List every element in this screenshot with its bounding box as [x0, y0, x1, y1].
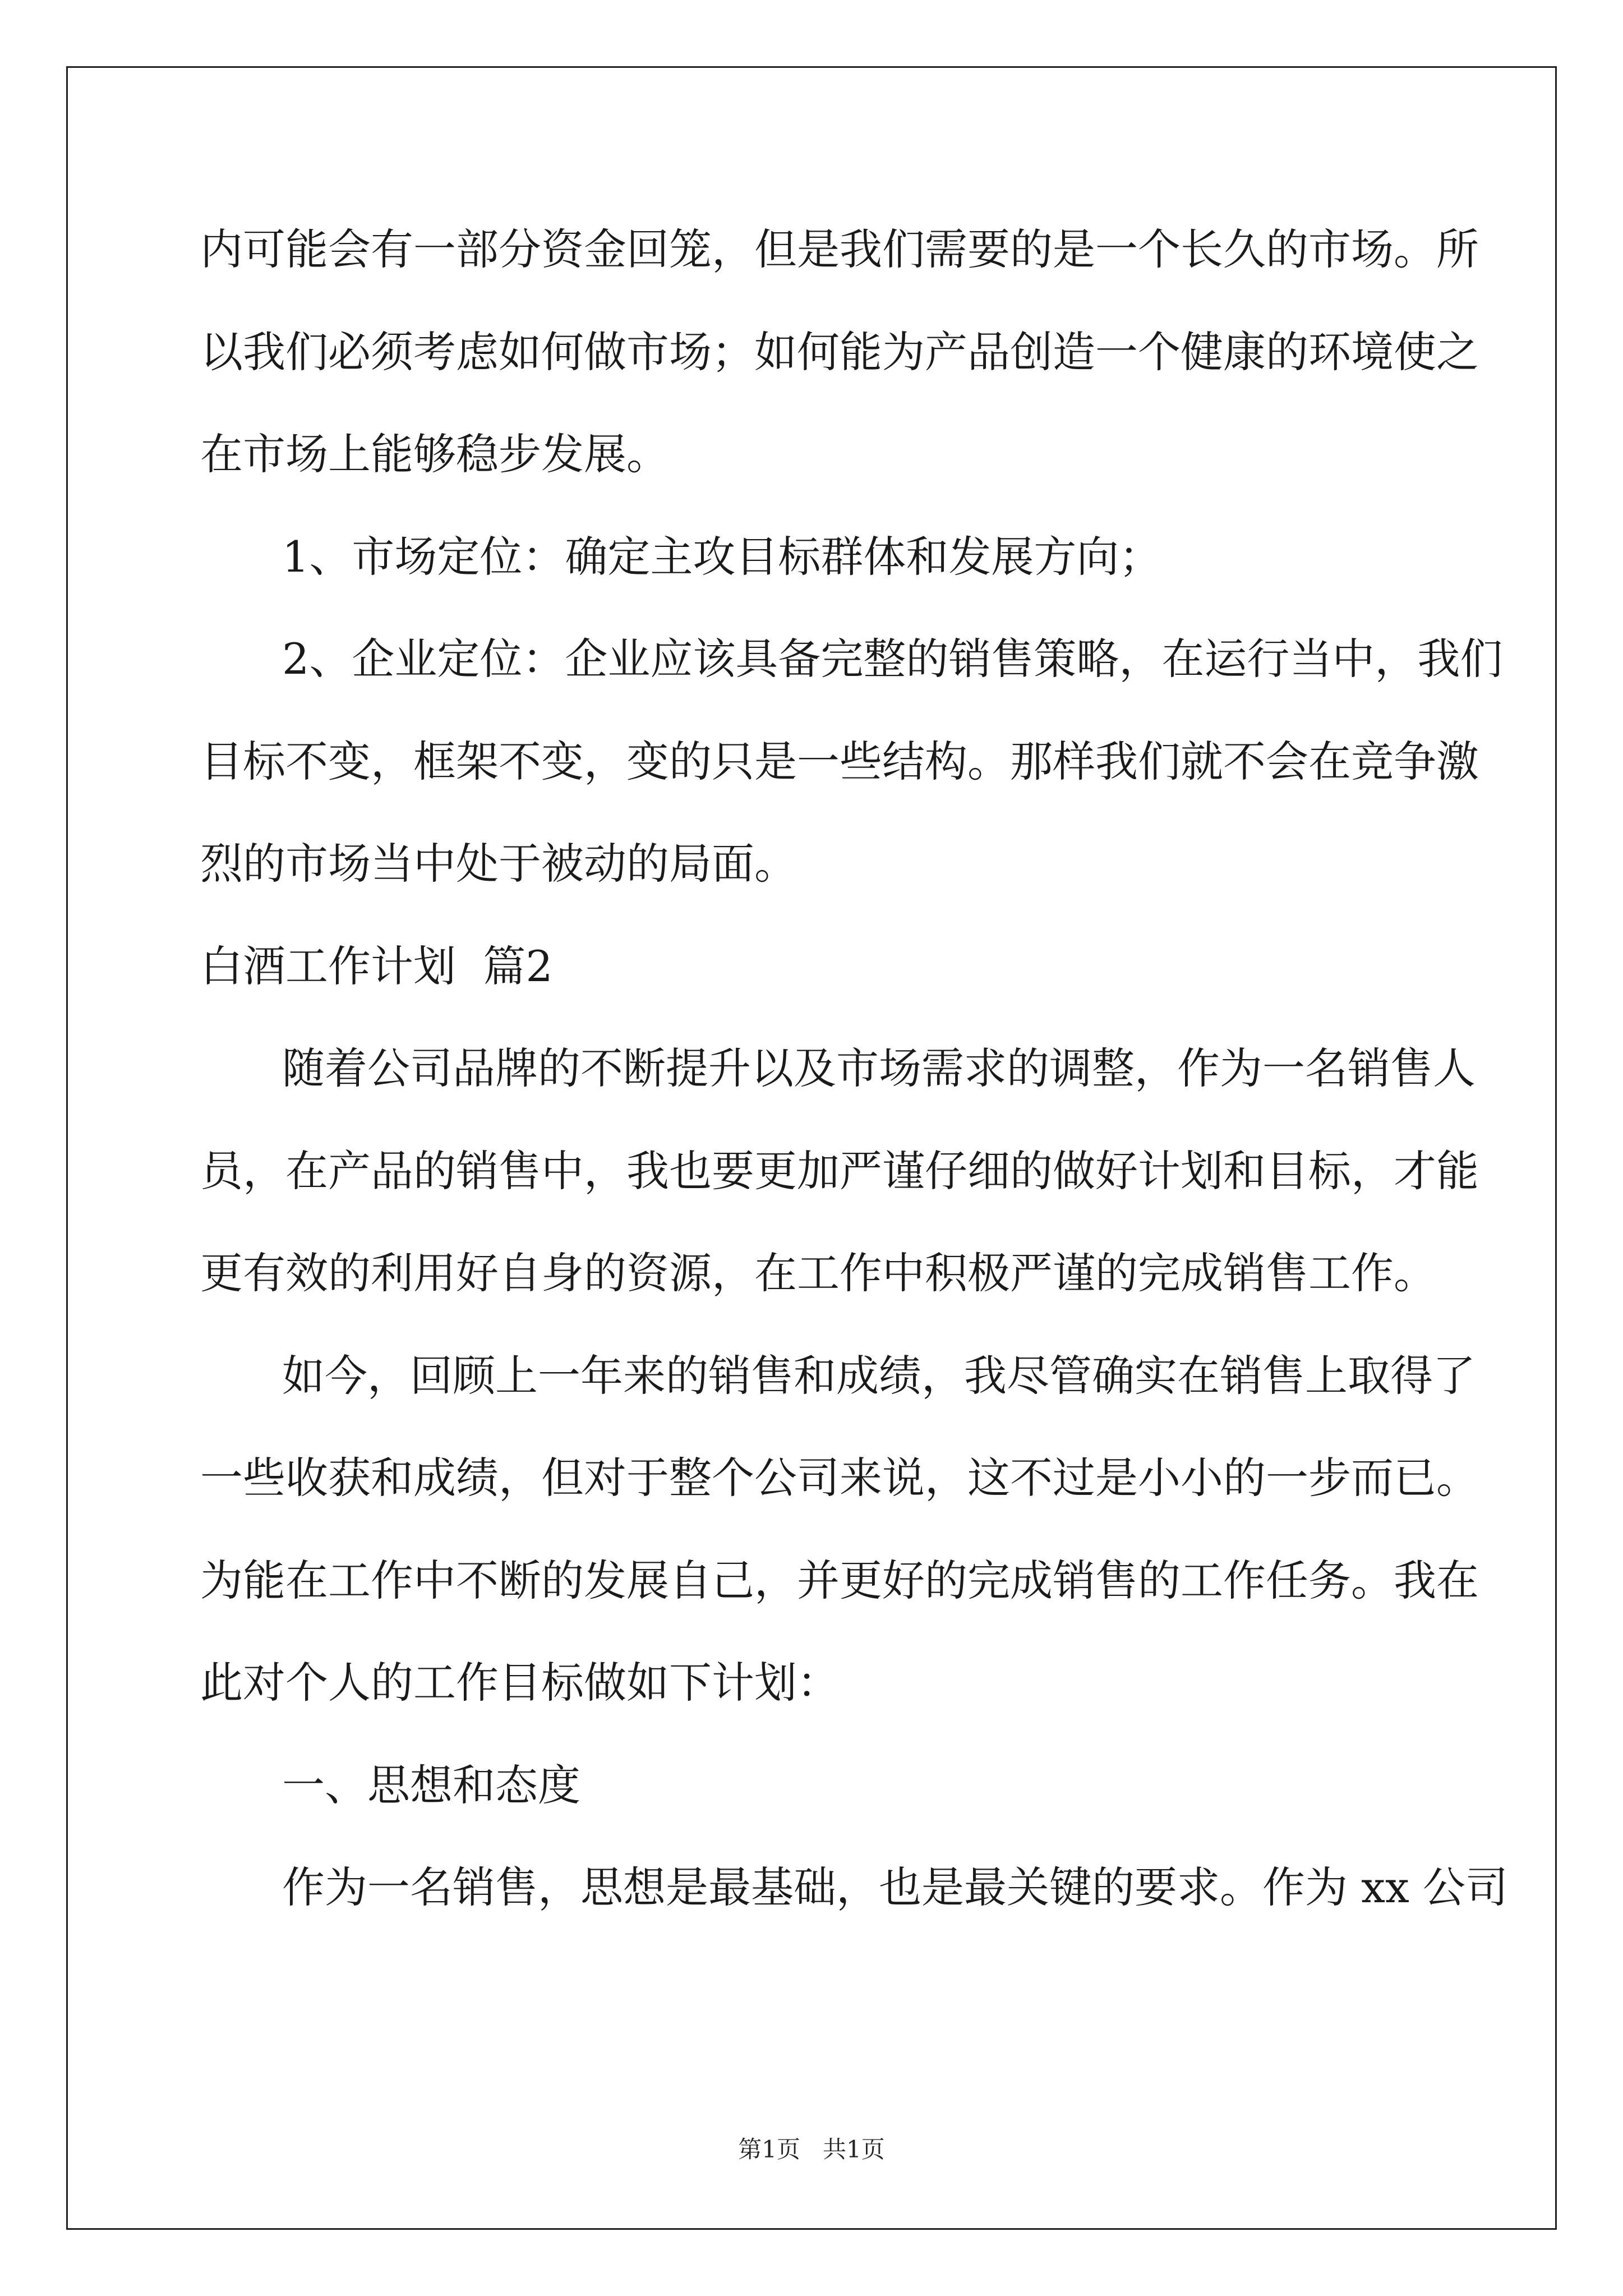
paragraph-line: 更有效的利用好自身的资源，在工作中积极严谨的完成销售工作。	[200, 1248, 1436, 1298]
paragraph-line: 此对个人的工作目标做如下计划：	[200, 1658, 840, 1708]
paragraph-line: 以我们必须考虑如何做市场；如何能为产品创造一个健康的环境使之	[200, 327, 1479, 377]
paragraph-line: 如今，回顾上一年来的销售和成绩，我尽管确实在销售上取得了	[282, 1351, 1476, 1401]
paragraph-line: 烈的市场当中处于被动的局面。	[200, 839, 797, 889]
subsection-heading: 一、思想和态度	[282, 1760, 580, 1810]
list-item: 1、市场定位：确定主攻目标群体和发展方向；	[282, 532, 1162, 582]
page-number-footer: 第1页 共1页	[738, 2136, 885, 2163]
paragraph-line: 随着公司品牌的不断提升以及市场需求的调整，作为一名销售人	[282, 1043, 1476, 1093]
paragraph-line: 作为一名销售，思想是最基础，也是最关键的要求。作为 xx 公司	[282, 1862, 1509, 1912]
paragraph-line: 在市场上能够稳步发展。	[200, 429, 669, 479]
list-item: 2、企业定位：企业应该具备完整的销售策略，在运行当中，我们	[282, 634, 1503, 684]
paragraph-line: 员，在产品的销售中，我也要更加严谨仔细的做好计划和目标，才能	[200, 1146, 1479, 1196]
paragraph-line: 目标不变，框架不变，变的只是一些结构。那样我们就不会在竞争激	[200, 737, 1479, 786]
paragraph-line: 内可能会有一部分资金回笼，但是我们需要的是一个长久的市场。所	[200, 224, 1479, 274]
paragraph-line: 一些收获和成绩，但对于整个公司来说，这不过是小小的一步而已。	[200, 1453, 1479, 1503]
paragraph-line: 为能在工作中不断的发展自己，并更好的完成销售的工作任务。我在	[200, 1556, 1479, 1605]
section-heading: 白酒工作计划 篇2	[200, 941, 553, 991]
